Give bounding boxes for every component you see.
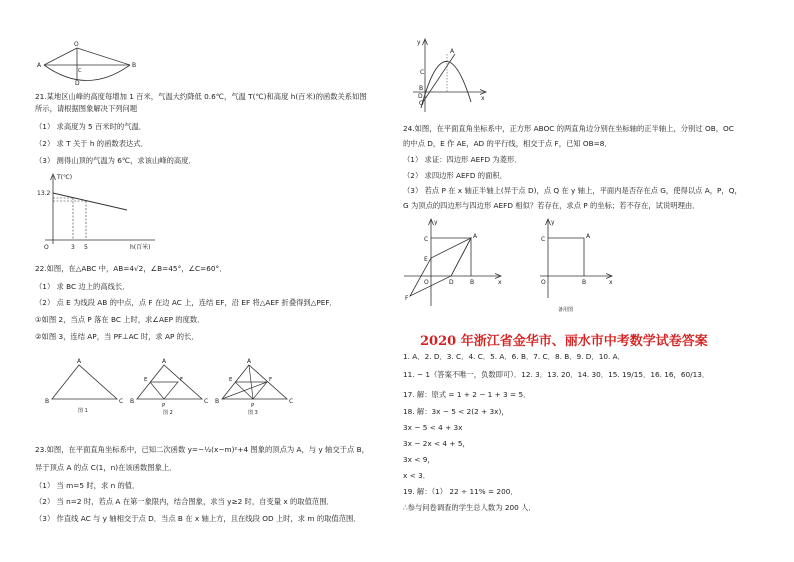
q23-parabola-graph [407,36,487,116]
temperature-line [53,193,127,210]
answers-title: 2020 年浙江省金华市、丽水市中考数学试卷答案 [420,334,708,349]
label-b: B [45,398,50,405]
x-tick-5: 5 [84,244,88,251]
q22-figure-3 [215,355,295,415]
q24-part-3a: （3） 若点 P 在 x 轴正半轴上(异于点 D)，点 Q 在 y 轴上，平面内是否存在点 G，使得以点 A，P，Q， [403,186,742,195]
label-c: C [541,236,546,243]
q22-part-2a: ①如图 2，当点 P 落在 BC 上时，求∠AEP 的度数． [35,315,205,324]
q21-part-2: （2） 求 T 关于 h 的函数表达式． [35,139,148,148]
y-tick-13-2: 13.2 [37,190,51,197]
q23-part-3: （3） 作直线 AC 与 y 轴相交于点 D．当点 B 在 x 轴上方，且在线段 OD 上时，求 m 的取值范围． [35,514,361,523]
label-b: B [582,279,587,286]
square-abco [431,238,471,276]
triangle-abc [52,365,117,399]
q24-stem-2: 的中点 D，E 作 AE，AD 的平行线，相交于点 F，已知 OB=8． [403,139,612,148]
q23-stem-2: 异于顶点 A 的点 C(1，n)在该函数图象上． [35,463,177,472]
x-tick-3: 3 [71,244,75,251]
label-y: y [551,219,555,226]
label-x: x [609,279,613,286]
label-a: A [37,62,42,69]
label-c: C [78,68,82,74]
fold-lines [150,382,178,399]
q21-part-3: （3） 测得山顶的气温为 6℃，求该山峰的高度． [35,156,196,165]
q21-arc-figure [30,38,150,87]
caption: 图 2 [163,410,173,416]
q21-stem-1: 21.某地区山峰的高度每增加 1 百米，气温大约降低 0.6℃，气温 T(℃)和高度 h(百米)的函数关系如图 [35,92,367,101]
label-x: x [498,279,502,286]
label-a: A [77,358,82,365]
y-axis-label: T(℃) [57,174,73,181]
label-o: O [419,100,424,107]
label-f: F [405,295,409,302]
line-ac [423,54,455,102]
label-c: C [289,398,294,405]
label-e: E [229,377,233,383]
answer-line-10: ∴参与问卷调查的学生总人数为 200 人． [403,503,536,512]
label-c: C [420,69,425,76]
label-a: A [450,48,455,55]
label-d: D [418,93,423,100]
diag [451,238,471,276]
label-p: P [251,403,255,409]
parabola [421,61,471,108]
q22-part-1: （1） 求 BC 边上的高线长． [35,282,130,291]
x-axis-label: h(百米) [130,244,151,251]
arc-curve [44,65,130,81]
answer-line-7: 3x < 9， [403,455,435,464]
label-y: y [434,219,438,226]
q22-part-2: （2） 点 E 为线段 AB 的中点，点 F 在边 AC 上，连结 EF，沿 EF 将△AEF 折叠得到△PEF． [35,298,337,307]
q22-part-2b: ②如图 3，连结 AP，当 PF⊥AC 时，求 AP 的长． [35,332,199,341]
label-a: A [162,358,167,365]
answer-line-3: 17. 解：原式 = 1 + 2 − 1 + 3 = 5． [403,390,531,399]
q24-spare-figure [523,218,613,313]
label-b: B [132,62,137,69]
arc-radius-a [44,48,77,65]
q23-part-1: （1） 当 m=5 时，求 n 的值． [35,481,140,490]
label-b: B [419,85,424,92]
q21-part-1: （1） 求高度为 5 百米时的气温． [35,122,147,131]
label-e: E [144,377,148,383]
label-y: y [417,39,421,46]
q24-part-1: （1） 求证：四边形 AEFD 为菱形． [403,155,522,164]
label-x: x [481,95,485,102]
caption: 备用图 [558,307,574,313]
q22-figure-1 [45,355,125,415]
label-b: B [470,279,475,286]
label-c: C [204,398,209,405]
label-c: C [119,398,124,405]
answer-line-4: 18. 解：3x − 5 < 2(2 + 3x)， [403,407,509,416]
q24-part-3b: G 为顶点的四边形与四边形 AEFD 相似？若存在，求点 P 的坐标；若不存在，试说明理由． [403,201,700,210]
q21-temperature-graph [35,172,165,252]
label-f: F [269,377,273,383]
q21-stem-2: 所示，请根据图象解决下列问题 [35,104,138,113]
label-a: A [586,233,591,240]
label-d: D [449,279,454,286]
q24-figure [398,218,508,308]
caption: 图 1 [78,408,88,414]
label-p: P [162,403,166,409]
label-o: O [541,279,546,286]
origin-label: O [44,244,49,251]
q24-part-2: （2） 求四边形 AEFD 的面积． [403,171,507,180]
answer-line-5: 3x − 5 < 4 + 3x [403,423,463,432]
square [548,238,584,276]
rhombus-aefd [410,238,471,296]
q24-stem-1: 24.如图，在平面直角坐标系中，正方形 ABOC 的两直角边分别在坐标轴的正半轴上，分别过 OB，OC [403,124,734,133]
label-o: O [424,279,429,286]
label-b: B [215,398,220,405]
q23-part-2: （2） 当 n=2 时，若点 A 在第一象限内，结合图象，求当 y≥2 时，自变量 x 的取值范围． [35,497,334,506]
answer-line-8: x < 3． [403,471,431,480]
label-c: C [424,236,429,243]
label-f: F [180,377,184,383]
caption: 图 3 [248,410,258,416]
arc-radius-b [77,48,130,65]
label-o: O [74,41,79,48]
answer-line-2: 11. − 1（答案不唯一，负数即可）．12. 3．13. 20．14. 30．15. 19/15．16. 16，60/13． [403,370,710,379]
answer-line-6: 3x − 2x < 4 + 5， [403,439,470,448]
q22-figure-2 [130,355,210,415]
label-e: E [424,256,428,263]
q23-stem-1: 23.如图，在平面直角坐标系中，已知二次函数 y=−½(x−m)²+4 图象的顶点为 A，与 y 轴交于点 B， [35,445,369,454]
label-a: A [247,358,252,365]
label-b: B [130,398,135,405]
label-a: A [473,233,478,240]
q22-stem: 22.如图，在△ABC 中，AB=4√2，∠B=45°，∠C=60°． [35,264,227,273]
label-d: D [75,80,80,87]
answer-line-9: 19. 解：（1） 22 ÷ 11% = 200． [403,487,518,496]
answer-line-1: 1. A．2. D．3. C．4. C．5. A．6. B．7. C．8. B．9. D．10. A． [403,352,625,361]
